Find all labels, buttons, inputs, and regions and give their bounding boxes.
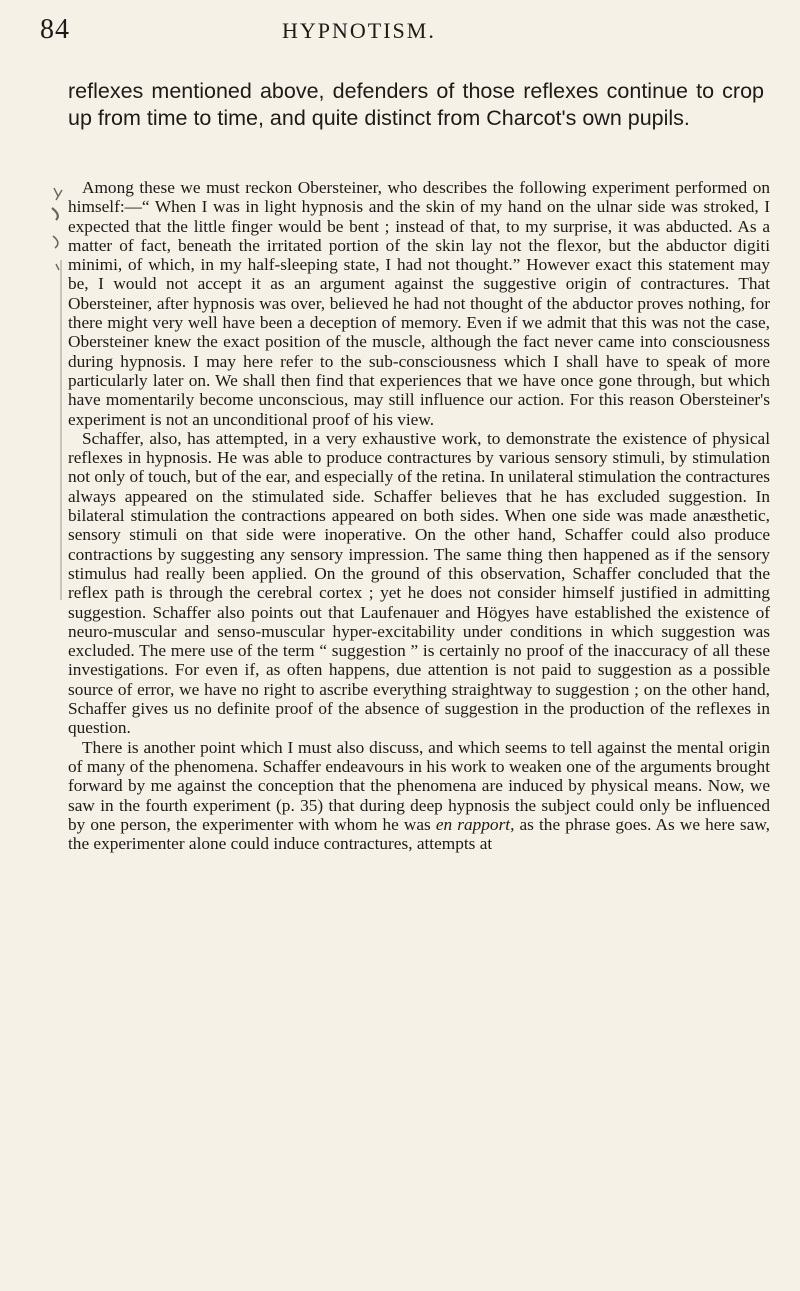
page-header [0,14,800,74]
paragraph-another-point-text: There is another point which I must also discuss, and which seems to tell against the mental origin of many of the phenomena. Schaffer endeavours in his work to weaken one of the arguments brought forward by me against the conception that the phenomena are induced by physical means. Now, we saw in the fourth experiment (p. 35) that during deep hypnosis the subject could only be influenced by one person, the experimenter with whom he was [68,737,770,834]
pencil-margin-mark-icon [48,186,68,296]
running-head: HYPNOTISM. [282,18,436,43]
paragraph-schaffer: Schaffer, also, has attempted, in a very exhaustive work, to demonstrate the existence of physical reflexes in hypnosis. He was able to produce contractures by various sensory stimuli, by stimulation not only of touch, but of the ear, and especially of the retina. In unilateral stimulation the contractures always appeared on the stimulated side. Schaffer believes that he has excluded suggestion. In bilateral stimulation the contractions appeared on both sides. When one side was made anæsthetic, sensory stimuli on that side were inoperative. On the other hand, Schaffer could also produce contractions by suggesting any sensory impression. The same thing then happened as if the sensory stimulus had really been applied. On the ground of this observation, Schaffer concluded that the reflex path is through the cerebral cortex ; yet he does not consider himself justified in admitting suggestion. Schaffer also points out that Laufenauer and Högyes have established the existence of neuro-muscular and senso-muscular hyper-excitability under conditions in which suggestion was excluded. The mere use of the term “ suggestion ” is certainly no proof of the inaccuracy of all these investigations. For even if, as often happens, due attention is not paid to suggestion as a possible source of error, we have no right to ascribe everything straightway to suggestion ; on the other hand, Schaffer gives us no definite proof of the absence of suggestion in the production of the reflexes in question. [68,428,770,738]
body-text [68,178,770,853]
paragraph-obersteiner: Among these we must reckon Obersteiner, who describes the following experiment performed on himself:—“ When I was in light hypnosis and the skin of my hand on the ulnar side was stroked, I expected that the little finger would be bent ; instead of that, to my surprise, it was abducted. As a matter of fact, beneath the irritated portion of the skin lay not the flexor, but the abductor digiti minimi, of which, in my half-sleeping state, I had not thought.” However exact this statement may be, I would not accept it as an argument against the suggestive origin of contractures. That Obersteiner, after hypnosis was over, believed he had not thought of the abductor proves nothing, for there might very well have been a deception of memory. Even if we admit that this was not the case, Obersteiner knew the exact position of the muscle, although the fact never came into consciousness during hypnosis. I may here refer to the sub-consciousness which I shall have to speak of more particularly later on. We shall then find that experiences that we have once gone through, but which have momentarily become unconscious, may still influence our action. For this reason Obersteiner's experiment is not an unconditional proof of his view. [68,178,770,429]
margin-rule [60,260,62,600]
paragraph-another-point [68,738,770,854]
italic-phrase: en rapport, [435,814,515,834]
page-number: 84 [40,14,70,45]
paragraph-another-point-tail: as the phrase goes. As we here saw, the experimenter alone could induce contractures, attempts at [68,814,770,854]
lead-paragraph: reflexes mentioned above, defenders of those reflexes continue to crop up from time to time, and quite distinct from Charcot's own pupils. [68,79,764,130]
